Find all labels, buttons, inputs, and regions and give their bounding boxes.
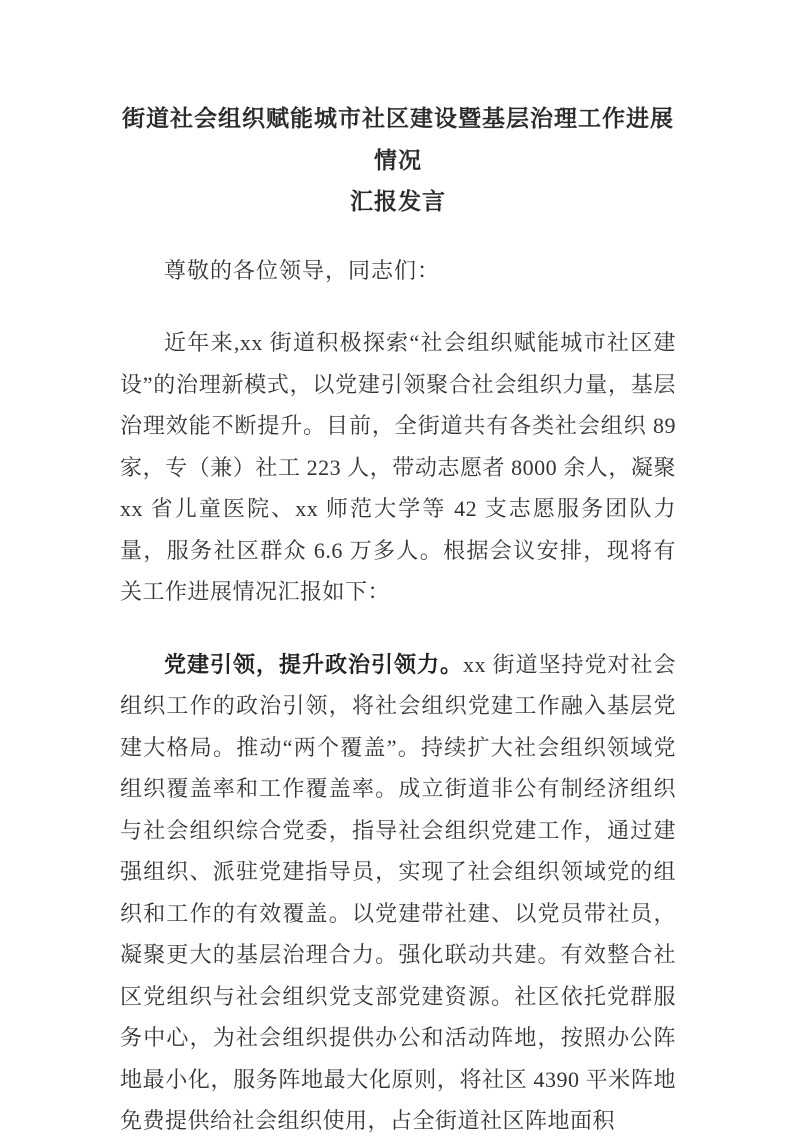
paragraph-lead-bold: 党建引领，提升政治引领力。 (164, 651, 463, 677)
document-title (120, 98, 676, 223)
paragraph-text: 近年来,xx 街道积极探索“社会组织赋能城市社区建设”的治理新模式，以党建引领聚合社会组织力量，基层治理效能不断提升。目前，全街道共有各类社会组织 89 家，专（兼）社工 223 人，带动志愿者 8000 余人，凝聚 xx 省儿童医院、xx 师范大学等 42 支志愿服务团队力量，服务社区群众 6.6 万多人。根据会议安排，现将有关工作进展情况汇报如下： (120, 330, 676, 604)
document-title-line-1: 街道社会组织赋能城市社区建设暨基层治理工作进展情况 (122, 106, 674, 173)
document-title-line-2: 汇报发言 (350, 189, 446, 214)
salutation: 尊敬的各位领导，同志们： (164, 257, 441, 283)
paragraph (120, 644, 676, 1142)
paragraph-text: xx 街道坚持党对社会组织工作的政治引领，将社会组织党建工作融入基层党建大格局。推动“两个覆盖”。持续扩大社会组织领域党组织覆盖率和工作覆盖率。成立街道非公有制经济组织与社会组织综合党委，指导社会组织党建工作，通过建强组织、派驻党建指导员，实现了社会组织领域党的组织和工作的有效覆盖。以党建带社建、以党员带社员，凝聚更大的基层治理合力。强化联动共建。有效整合社区党组织与社会组织党支部党建资源。社区依托党群服务中心，为社会组织提供办公和活动阵地，按照办公阵地最小化，服务阵地最大化原则，将社区 4390 平米阵地免费提供给社会组织使用，占全街道社区阵地面积 (120, 651, 676, 1133)
paragraph (120, 322, 676, 613)
